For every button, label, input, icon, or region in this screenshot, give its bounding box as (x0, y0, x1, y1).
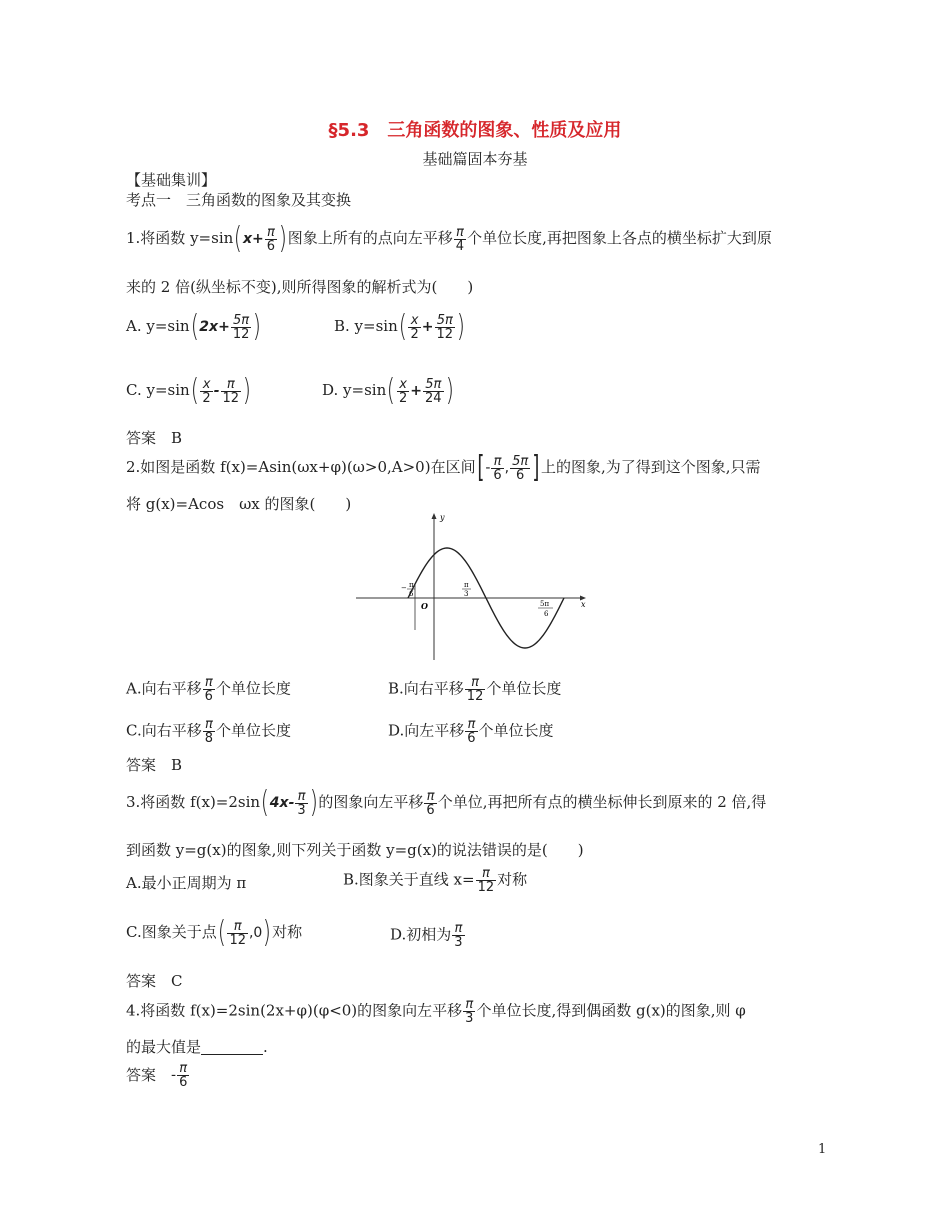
q2-option-a: A.向右平移 $\frac{\pi}{6}$ 个单位长度 (126, 675, 291, 704)
q2-stem-line2: 将 g(x)=Acos ωx 的图象( ) (126, 495, 352, 513)
q2-function-graph (350, 508, 590, 664)
tick1-den: 6 (409, 590, 414, 598)
tick2-den: 3 (464, 590, 469, 598)
q1-stem-line1: 1.将函数 y=sin(x+ $\frac{\pi}{6}$ )图象上所有的点向左平移 $\frac{\pi}{4}$ 个单位长度,再把图象上各点的横坐标扩大到原 (126, 221, 772, 256)
q2-option-b: B.向右平移 $\frac{\pi}{12}$ 个单位长度 (388, 675, 562, 704)
q4-answer: 答案 - $\frac{\pi}{6}$ (126, 1061, 188, 1090)
q3-option-b: B.图象关于直线 x= $\frac{\pi}{12}$ 对称 (343, 866, 528, 895)
q3-stem-line1: 3.将函数 f(x)=2sin(4x- $\frac{\pi}{3}$ )的图象向左平移 $\frac{\pi}{6}$ 个单位,再把所有点的横坐标伸长到原来的 2 倍,得 (126, 785, 767, 820)
q2-option-d: D.向左平移 $\frac{\pi}{6}$ 个单位长度 (388, 717, 554, 746)
page-subtitle: 基础篇固本夯基 (422, 150, 528, 168)
q3-option-a: A.最小正周期为 π (126, 874, 247, 892)
q3-option-d: D.初相为 $\frac{\pi}{3}$ (390, 921, 463, 950)
q3-stem-line2: 到函数 y=g(x)的图象,则下列关于函数 y=g(x)的说法错误的是( ) (126, 841, 584, 859)
tick1-num: π (409, 581, 414, 589)
page-number: 1 (818, 1142, 827, 1157)
paren-left: ( (234, 221, 243, 256)
page-title: §5.3 三角函数的图象、性质及应用 (328, 120, 622, 141)
fraction: $\frac{\pi}{4}$ (455, 224, 465, 254)
q3-answer: 答案 C (126, 972, 183, 990)
y-axis-arrow-icon (432, 513, 437, 519)
tick3-num: 5π (540, 600, 550, 608)
q1-stem-line2: 来的 2 倍(纵坐标不变),则所得图象的解析式为( ) (126, 278, 474, 296)
q1-answer: 答案 B (126, 429, 183, 447)
q4-stem-line2: 的最大值是 . (126, 1038, 268, 1056)
fraction: $\frac{\pi}{6}$ (266, 224, 276, 254)
q3-option-c: C.图象关于点( $\frac{\pi}{12}$ ,0)对称 (126, 915, 303, 950)
q2-option-c: C.向右平移 $\frac{\pi}{8}$ 个单位长度 (126, 717, 292, 746)
section-point: 考点一 三角函数的图象及其变换 (126, 191, 352, 209)
section-label: 【基础集训】 (126, 171, 217, 189)
answer-blank[interactable] (201, 1040, 263, 1055)
q2-answer: 答案 B (126, 756, 183, 774)
q1-option-b: B. y=sin( $\frac{x}{2}$ + $\frac{5\pi}{12}$ ) (334, 309, 466, 344)
tick1-sign: − (401, 584, 407, 592)
q1-option-d: D. y=sin( $\frac{x}{2}$ + $\frac{5\pi}{24}$ ) (322, 373, 454, 408)
tick3-den: 6 (544, 610, 549, 618)
x-axis-label: x (581, 600, 586, 609)
q1-option-a: A. y=sin(2x+ $\frac{5\pi}{12}$ ) (126, 309, 262, 344)
tick2-num: π (464, 581, 469, 589)
q2-stem-line1: 2.如图是函数 f(x)=Asin(ωx+φ)(ω>0,A>0)在区间[- $\frac{\pi}{6}$ , $\frac{5\pi}{6}$ ]上的图象,为了得到这个图象,只需 (126, 450, 761, 485)
y-axis-label: y (440, 513, 445, 522)
origin-label: O (421, 601, 428, 611)
q4-stem-line1: 4.将函数 f(x)=2sin(2x+φ)(φ<0)的图象向左平移 $\frac{\pi}{3}$ 个单位长度,得到偶函数 g(x)的图象,则 φ (126, 997, 746, 1026)
q1-option-c: C. y=sin( $\frac{x}{2}$ - $\frac{\pi}{12}$ ) (126, 373, 252, 408)
paren-right: ) (278, 221, 288, 256)
